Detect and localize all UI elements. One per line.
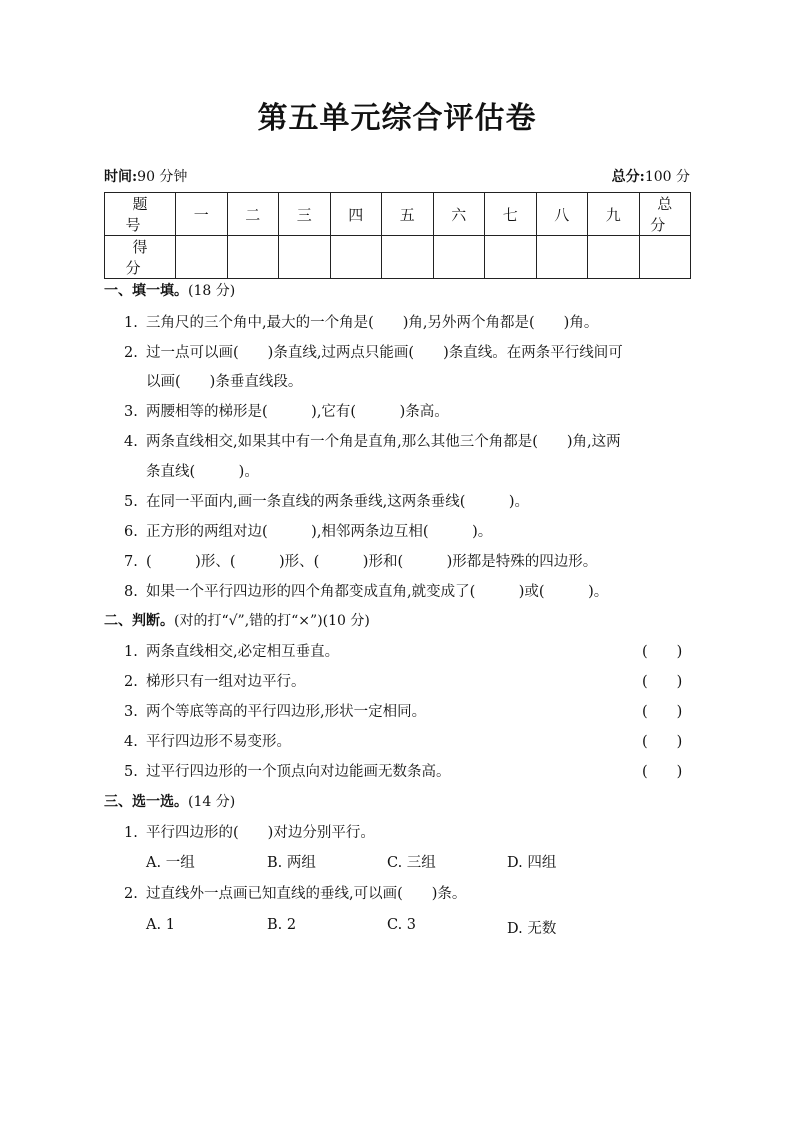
score-cell[interactable] (227, 236, 279, 279)
question-number: 5. (124, 494, 138, 510)
score-row (105, 236, 691, 279)
question-text: 三角尺的三个角中,最大的一个角是( )角,另外两个角都是( )角。 (146, 315, 599, 331)
col-4: 四 (330, 193, 382, 236)
question-number: 2. (124, 886, 138, 902)
question-number: 5. (124, 764, 138, 780)
question (124, 760, 451, 781)
time-label: 时间: (104, 169, 138, 185)
total-info (612, 166, 690, 186)
answer-box[interactable]: ( ) (642, 734, 683, 750)
question-number: 1. (124, 315, 138, 331)
score-cell[interactable] (330, 236, 382, 279)
question-number: 1. (124, 825, 138, 841)
option-c[interactable]: C. 3 (387, 917, 417, 933)
col-total: 总分 (639, 193, 691, 236)
option-c[interactable]: C. 三组 (387, 855, 436, 871)
section-heading: 三、选一选。 (104, 794, 188, 810)
question-number: 3. (124, 704, 138, 720)
question-number: 1. (124, 644, 138, 660)
col-1: 一 (176, 193, 228, 236)
section-true-false (104, 610, 370, 630)
col-8: 八 (536, 193, 588, 236)
question (124, 520, 492, 541)
col-3: 三 (279, 193, 331, 236)
question (124, 882, 466, 903)
section-points: (18 分) (188, 283, 236, 299)
option-d[interactable]: D. 无数 (507, 921, 557, 937)
question (124, 400, 449, 421)
answer-box[interactable]: ( ) (642, 704, 683, 720)
score-header-row (105, 193, 691, 236)
question-number: 2. (124, 345, 138, 361)
question-number: 2. (124, 674, 138, 690)
score-cell[interactable] (639, 236, 691, 279)
question-text: 正方形的两组对边( ),相邻两条边互相( )。 (146, 524, 493, 540)
col-7: 七 (485, 193, 537, 236)
question-text: 两条直线相交,必定相互垂直。 (146, 644, 340, 660)
option-b[interactable]: B. 两组 (267, 855, 316, 871)
question-text: 平行四边形不易变形。 (146, 734, 291, 750)
section-points: (14 分) (188, 794, 236, 810)
option-a[interactable]: A. 一组 (146, 855, 195, 871)
page-title: 第五单元综合评估卷 (257, 101, 537, 136)
question-text: 两腰相等的梯形是( ),它有( )条高。 (146, 404, 449, 420)
question (124, 490, 529, 511)
question-text: 过直线外一点画已知直线的垂线,可以画( )条。 (146, 886, 467, 902)
question-text: 平行四边形的( )对边分别平行。 (146, 825, 375, 841)
col-5: 五 (382, 193, 434, 236)
question-number: 8. (124, 584, 138, 600)
question-number: 6. (124, 524, 138, 540)
question (124, 311, 598, 332)
total-value: 100 分 (644, 169, 690, 185)
section-heading: 一、填一填。 (104, 283, 188, 299)
question-text-continued: 以画( )条垂直线段。 (146, 374, 303, 390)
score-table (104, 192, 691, 279)
question-text: 如果一个平行四边形的四个角都变成直角,就变成了( )或( )。 (146, 584, 609, 600)
question-text: 两个等底等高的平行四边形,形状一定相同。 (146, 704, 427, 720)
score-row-label: 得分 (105, 236, 176, 279)
question-number: 7. (124, 554, 138, 570)
question-text: ( )形、( )形、( )形和( )形都是特殊的四边形。 (146, 554, 598, 570)
answer-box[interactable]: ( ) (642, 764, 683, 780)
question-text: 在同一平面内,画一条直线的两条垂线,这两条垂线( )。 (146, 494, 530, 510)
score-cell[interactable] (588, 236, 640, 279)
question (124, 821, 375, 842)
section-heading: 二、判断。 (104, 613, 174, 629)
question-text: 梯形只有一组对边平行。 (146, 674, 306, 690)
question-text: 过一点可以画( )条直线,过两点只能画( )条直线。在两条平行线间可 (146, 345, 623, 361)
total-label: 总分: (611, 169, 645, 185)
question-number: 4. (124, 434, 138, 450)
question (124, 580, 608, 601)
col-9: 九 (588, 193, 640, 236)
option-d[interactable]: D. 四组 (507, 855, 557, 871)
time-value: 90 分钟 (137, 169, 188, 185)
question (124, 550, 597, 571)
question-number: 4. (124, 734, 138, 750)
question (124, 640, 339, 661)
score-cell[interactable] (279, 236, 331, 279)
option-a[interactable]: A. 1 (146, 917, 175, 933)
score-cell[interactable] (382, 236, 434, 279)
header-label: 题号 (105, 193, 176, 236)
question-number: 3. (124, 404, 138, 420)
question (124, 670, 306, 691)
score-cell[interactable] (485, 236, 537, 279)
col-6: 六 (433, 193, 485, 236)
score-cell[interactable] (433, 236, 485, 279)
answer-box[interactable]: ( ) (642, 644, 683, 660)
section-points: (对的打“√”,错的打“×”)(10 分) (174, 613, 370, 629)
question-text: 过平行四边形的一个顶点向对边能画无数条高。 (146, 764, 451, 780)
question (124, 700, 426, 721)
col-2: 二 (227, 193, 279, 236)
score-cell[interactable] (536, 236, 588, 279)
question (124, 430, 621, 451)
question-text-continued: 条直线( )。 (146, 464, 259, 480)
time-info (104, 166, 187, 186)
answer-box[interactable]: ( ) (642, 674, 683, 690)
section-multiple-choice (104, 791, 235, 811)
question (124, 341, 623, 362)
question (124, 730, 291, 751)
score-cell[interactable] (176, 236, 228, 279)
option-b[interactable]: B. 2 (267, 917, 297, 933)
question-text: 两条直线相交,如果其中有一个角是直角,那么其他三个角都是( )角,这两 (146, 434, 621, 450)
section-fill-in (104, 280, 235, 300)
